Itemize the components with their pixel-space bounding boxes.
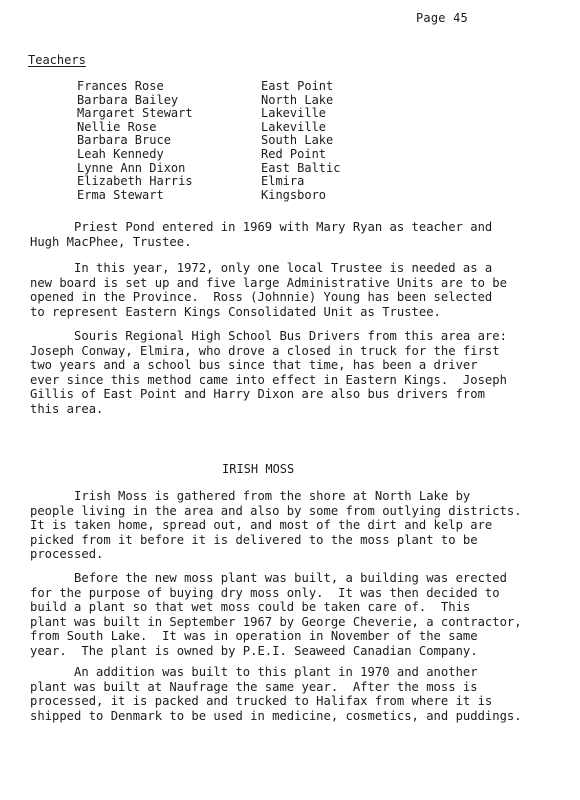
teacher-place: Kingsboro: [261, 187, 327, 202]
teacher-row: [77, 94, 340, 108]
teacher-place: Red Point: [261, 146, 327, 161]
page-number: Page 45: [416, 11, 468, 25]
teachers-heading: Teachers: [28, 53, 86, 67]
teacher-row: [77, 162, 340, 176]
teacher-row: [77, 189, 340, 203]
teacher-row: [77, 134, 340, 148]
teacher-place: North Lake: [261, 92, 334, 107]
teacher-name: Barbara Bailey: [77, 92, 179, 107]
teacher-place: Lakeville: [261, 119, 327, 134]
teacher-place: East Point: [261, 79, 334, 93]
teachers-list: [77, 80, 340, 202]
paragraph-moss-plant: Before the new moss plant was built, a building was erected for the purpose of buying dry moss only. It was then decided to build a plant so that wet moss could be taken care of. This plant was built in September 1967 by George Cheverie, a contractor, from South Lake. It was in operation in November of the same year. The plant is owned by P.E.I. Seaweed Canadian Company.: [30, 571, 522, 658]
teacher-row: [77, 175, 340, 189]
paragraph-trustee: In this year, 1972, only one local Trustee is needed as a new board is set up and five large Administrative Units are to be opened in the Province. Ross (Johnnie) Young has been selected to represent Eastern Kings Consolidated Unit as Trustee.: [30, 261, 507, 319]
teacher-place: East Baltic: [261, 160, 341, 175]
teacher-place: South Lake: [261, 133, 334, 148]
teacher-place: Lakeville: [261, 106, 327, 121]
teacher-name: Leah Kennedy: [77, 146, 164, 161]
teacher-row: [77, 121, 340, 135]
teacher-row: [77, 148, 340, 162]
paragraph-moss-addition: An addition was built to this plant in 1970 and another plant was built at Naufrage the same year. After the moss is processed, it is packed and trucked to Halifax from where it is shipped to Denmark to be used in medicine, cosmetics, and puddings.: [30, 665, 522, 723]
paragraph-priest-pond: Priest Pond entered in 1969 with Mary Ryan as teacher and Hugh MacPhee, Trustee.: [30, 220, 493, 249]
teacher-name: Barbara Bruce: [77, 133, 171, 148]
teacher-name: Frances Rose: [77, 79, 164, 93]
paragraph-bus-drivers: Souris Regional High School Bus Drivers from this area are: Joseph Conway, Elmira, who drove a closed in truck for the first two years and a school bus since that time, has been a driver ever since this method came into effect in Eastern Kings. Joseph Gillis of East Point and Harry Dixon are also bus drivers from this area.: [30, 329, 507, 416]
irish-moss-heading: IRISH MOSS: [222, 462, 295, 476]
teacher-place: Elmira: [261, 174, 305, 189]
teacher-name: Nellie Rose: [77, 119, 157, 134]
paragraph-moss-gathering: Irish Moss is gathered from the shore at North Lake by people living in the area and also by some from outlying districts. It is taken home, spread out, and most of the dirt and kelp are picked from it before it is delivered to the moss plant to be processed.: [30, 489, 522, 562]
teacher-row: [77, 107, 340, 121]
teacher-name: Elizabeth Harris: [77, 174, 193, 189]
teacher-name: Erma Stewart: [77, 187, 164, 202]
teacher-name: Lynne Ann Dixon: [77, 160, 186, 175]
teacher-row: [77, 80, 340, 94]
teacher-name: Margaret Stewart: [77, 106, 193, 121]
